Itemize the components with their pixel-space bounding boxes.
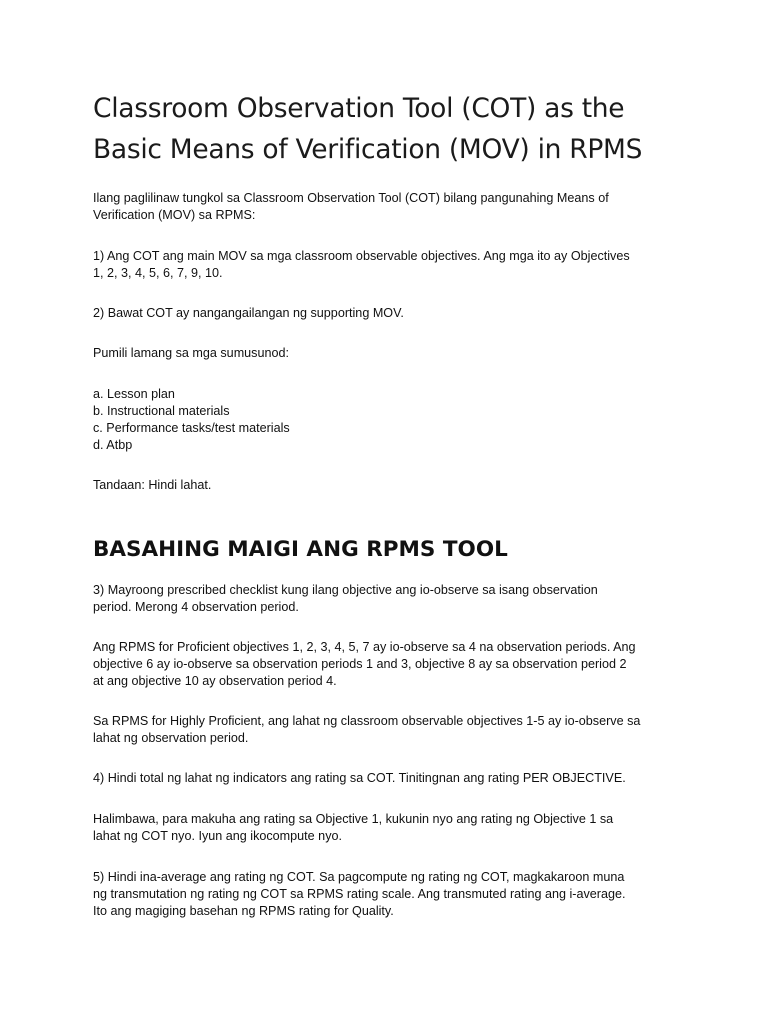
- text-line: Ilang paglilinaw tungkol sa Classroom Observation Tool (COT) bilang pangunahing Means of: [93, 191, 609, 205]
- point-4-paragraph: [93, 770, 683, 787]
- text-line: Ito ang magiging basehan ng RPMS rating for Quality.: [93, 904, 394, 918]
- text-line: ng transmutation ng rating ng COT sa RPMS rating scale. Ang transmuted rating ang i-average.: [93, 887, 626, 901]
- text-line: lahat ng COT nyo. Iyun ang ikocompute nyo.: [93, 829, 342, 843]
- list-item: d. Atbp: [93, 438, 133, 452]
- proficient-paragraph: [93, 639, 683, 690]
- point-1-paragraph: [93, 248, 683, 282]
- point-3-paragraph: [93, 582, 683, 616]
- text-line: 2) Bawat COT ay nangangailangan ng supporting MOV.: [93, 306, 404, 320]
- list-item: a. Lesson plan: [93, 387, 175, 401]
- list-item: b. Instructional materials: [93, 404, 230, 418]
- text-line: Verification (MOV) sa RPMS:: [93, 208, 256, 222]
- text-line: 3) Mayroong prescribed checklist kung ilang objective ang io-observe sa isang observation: [93, 583, 598, 597]
- document-title: [93, 88, 683, 170]
- choose-paragraph: [93, 345, 683, 362]
- text-line: Pumili lamang sa mga sumusunod:: [93, 346, 289, 360]
- text-line: Sa RPMS for Highly Proficient, ang lahat ng classroom observable objectives 1-5 ay io-observe sa: [93, 714, 641, 728]
- text-line: lahat ng observation period.: [93, 731, 249, 745]
- highly-proficient-paragraph: [93, 713, 683, 747]
- options-list: [93, 386, 683, 454]
- text-line: at ang objective 10 ay observation period 4.: [93, 674, 337, 688]
- text-line: 1, 2, 3, 4, 5, 6, 7, 9, 10.: [93, 266, 223, 280]
- title-line: Basic Means of Verification (MOV) in RPMS: [93, 134, 643, 165]
- point-2-paragraph: [93, 305, 683, 322]
- section-heading: BASAHING MAIGI ANG RPMS TOOL: [93, 537, 508, 562]
- intro-paragraph: [93, 190, 683, 224]
- text-line: 1) Ang COT ang main MOV sa mga classroom observable objectives. Ang mga ito ay Objectives: [93, 249, 630, 263]
- title-line: Classroom Observation Tool (COT) as the: [93, 93, 625, 124]
- text-line: objective 6 ay io-observe sa observation periods 1 and 3, objective 8 ay sa observation period 2: [93, 657, 627, 671]
- text-line: Halimbawa, para makuha ang rating sa Objective 1, kukunin nyo ang rating ng Objective 1 sa: [93, 812, 614, 826]
- text-line: 5) Hindi ina-average ang rating ng COT. Sa pagcompute ng rating ng COT, magkakaroon muna: [93, 870, 625, 884]
- text-line: period. Merong 4 observation period.: [93, 600, 299, 614]
- text-line: Ang RPMS for Proficient objectives 1, 2, 3, 4, 5, 7 ay io-observe sa 4 na observation periods. Ang: [93, 640, 636, 654]
- example-paragraph: [93, 811, 683, 845]
- list-item: c. Performance tasks/test materials: [93, 421, 290, 435]
- point-5-paragraph: [93, 869, 683, 920]
- text-line: 4) Hindi total ng lahat ng indicators ang rating sa COT. Tinitingnan ang rating PER OBJECTIVE.: [93, 771, 626, 785]
- note-paragraph: [93, 477, 683, 494]
- text-line: Tandaan: Hindi lahat.: [93, 478, 212, 492]
